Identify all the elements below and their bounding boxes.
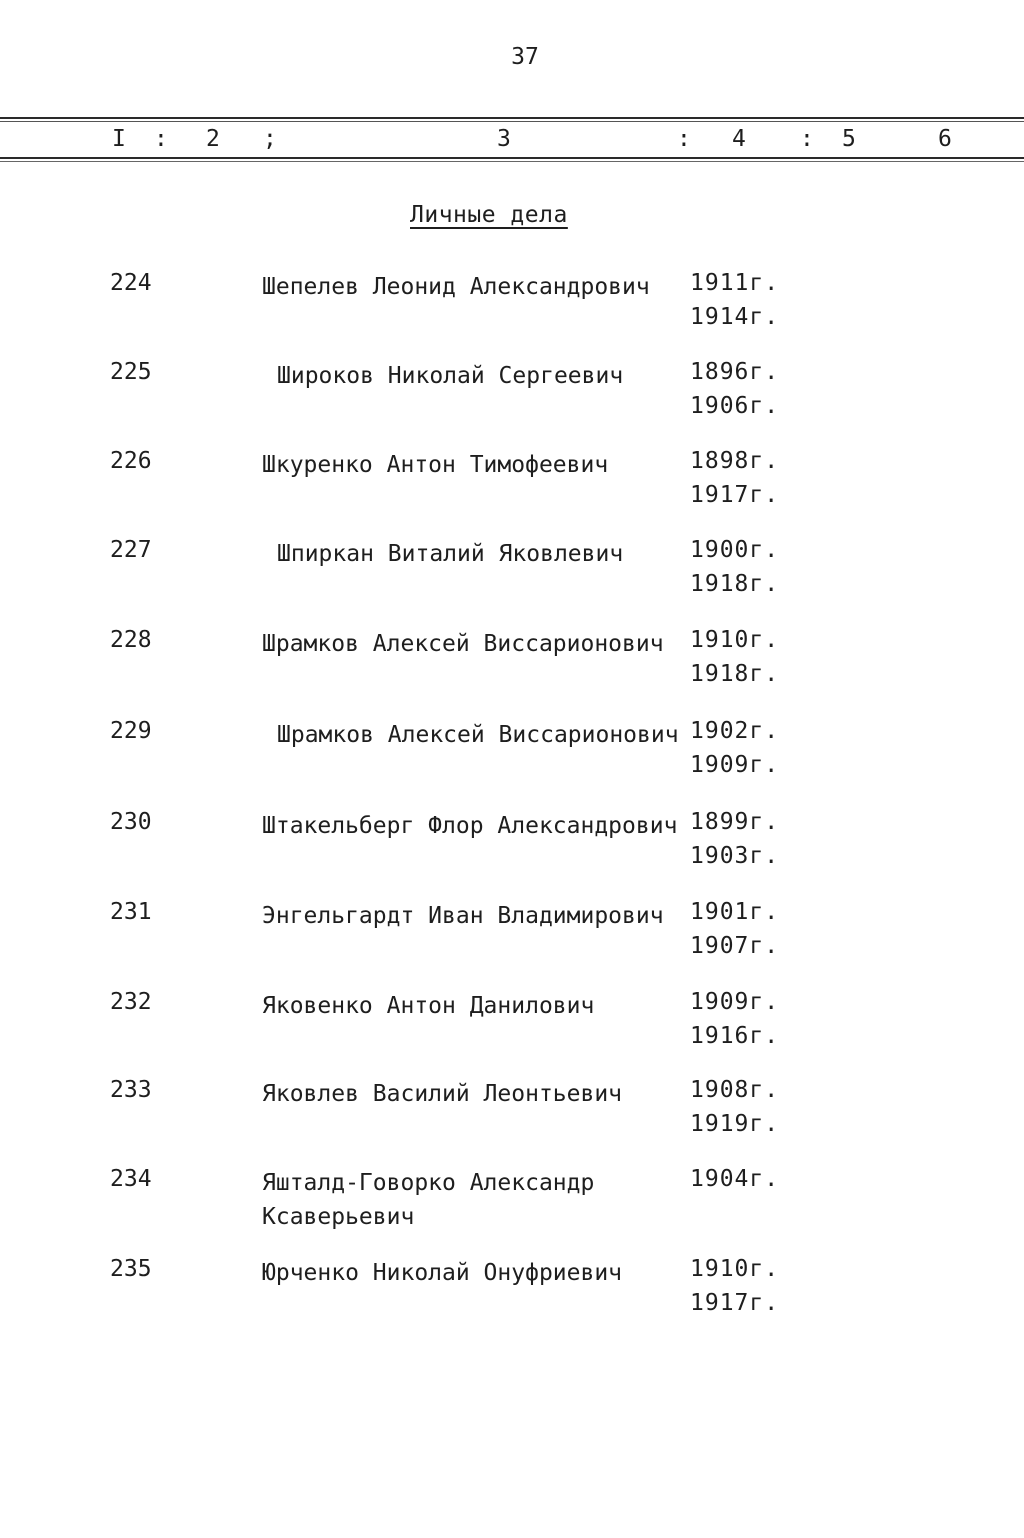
list-item [0, 448, 1024, 528]
list-item [0, 989, 1024, 1069]
header-rule-bottom [0, 157, 1024, 159]
entry-date-start: 1901г. [690, 899, 780, 925]
entry-number: 226 [110, 448, 152, 474]
list-item [0, 1256, 1024, 1336]
list-item [0, 718, 1024, 798]
entry-name: Яшталд-Говорко Александр Ксаверьевич [262, 1170, 595, 1230]
list-item [0, 537, 1024, 617]
entry-date-start: 1900г. [690, 537, 780, 563]
entry-date-start: 1904г. [690, 1166, 780, 1192]
entry-date-end: 1909г. [690, 752, 780, 778]
entry-date-start: 1909г. [690, 989, 780, 1015]
column-header-2: 2 [206, 126, 220, 152]
entry-name: Шрамков Алексей Виссарионович [262, 631, 664, 657]
column-header-3: 3 [497, 126, 511, 152]
entry-name: Юрченко Николай Онуфриевич [262, 1260, 623, 1286]
entry-date-start: 1910г. [690, 1256, 780, 1282]
column-header-4: 4 [732, 126, 746, 152]
header-rule-top [0, 117, 1024, 119]
entry-date-start: 1899г. [690, 809, 780, 835]
entry-name: Шепелев Леонид Александрович [262, 274, 650, 300]
entry-name: Штакельберг Флор Александрович [262, 813, 678, 839]
entry-date-start: 1898г. [690, 448, 780, 474]
list-item [0, 809, 1024, 889]
entry-date-start: 1908г. [690, 1077, 780, 1103]
entry-date-end: 1918г. [690, 661, 780, 687]
header-rule-top-thin [0, 121, 1024, 122]
list-item [0, 1077, 1024, 1157]
entry-date-end: 1906г. [690, 393, 780, 419]
entry-number: 227 [110, 537, 152, 563]
entry-name: Шрамков Алексей Виссарионович [277, 722, 679, 748]
column-header-1: I [112, 126, 126, 152]
entry-name: Энгельгардт Иван Владимирович [262, 903, 664, 929]
entry-date-start: 1896г. [690, 359, 780, 385]
entry-date-end: 1917г. [690, 1290, 780, 1316]
column-header-6: 6 [938, 126, 952, 152]
list-item [0, 359, 1024, 439]
column-separator: : [154, 126, 168, 152]
entry-number: 234 [110, 1166, 152, 1192]
entry-name: Яковлев Василий Леонтьевич [262, 1081, 623, 1107]
entry-number: 228 [110, 627, 152, 653]
entry-date-end: 1903г. [690, 843, 780, 869]
page-number: 37 [511, 44, 539, 70]
section-heading: Личные дела [410, 202, 568, 228]
entry-date-start: 1911г. [690, 270, 780, 296]
entry-number: 231 [110, 899, 152, 925]
header-rule-bottom-thin [0, 161, 1024, 162]
entry-date-start: 1910г. [690, 627, 780, 653]
entry-number: 232 [110, 989, 152, 1015]
column-separator: : [800, 126, 814, 152]
entry-date-end: 1918г. [690, 571, 780, 597]
entry-number: 229 [110, 718, 152, 744]
entry-date-end: 1917г. [690, 482, 780, 508]
entry-number: 230 [110, 809, 152, 835]
entry-date-end: 1916г. [690, 1023, 780, 1049]
entry-date-end: 1919г. [690, 1111, 780, 1137]
entry-date-start: 1902г. [690, 718, 780, 744]
column-separator: : [677, 126, 691, 152]
entry-name: Шпиркан Виталий Яковлевич [277, 541, 624, 567]
entry-name: Яковенко Антон Данилович [262, 993, 595, 1019]
entry-number: 233 [110, 1077, 152, 1103]
list-item [0, 899, 1024, 979]
list-item [0, 1166, 1024, 1246]
entry-number: 235 [110, 1256, 152, 1282]
entry-name: Широков Николай Сергеевич [277, 363, 624, 389]
list-item [0, 270, 1024, 350]
entry-number: 224 [110, 270, 152, 296]
column-header-5: 5 [842, 126, 856, 152]
entry-date-end: 1914г. [690, 304, 780, 330]
column-separator: ; [263, 126, 277, 152]
list-item [0, 627, 1024, 707]
entry-name: Шкуренко Антон Тимофеевич [262, 452, 609, 478]
entry-number: 225 [110, 359, 152, 385]
entry-date-end: 1907г. [690, 933, 780, 959]
